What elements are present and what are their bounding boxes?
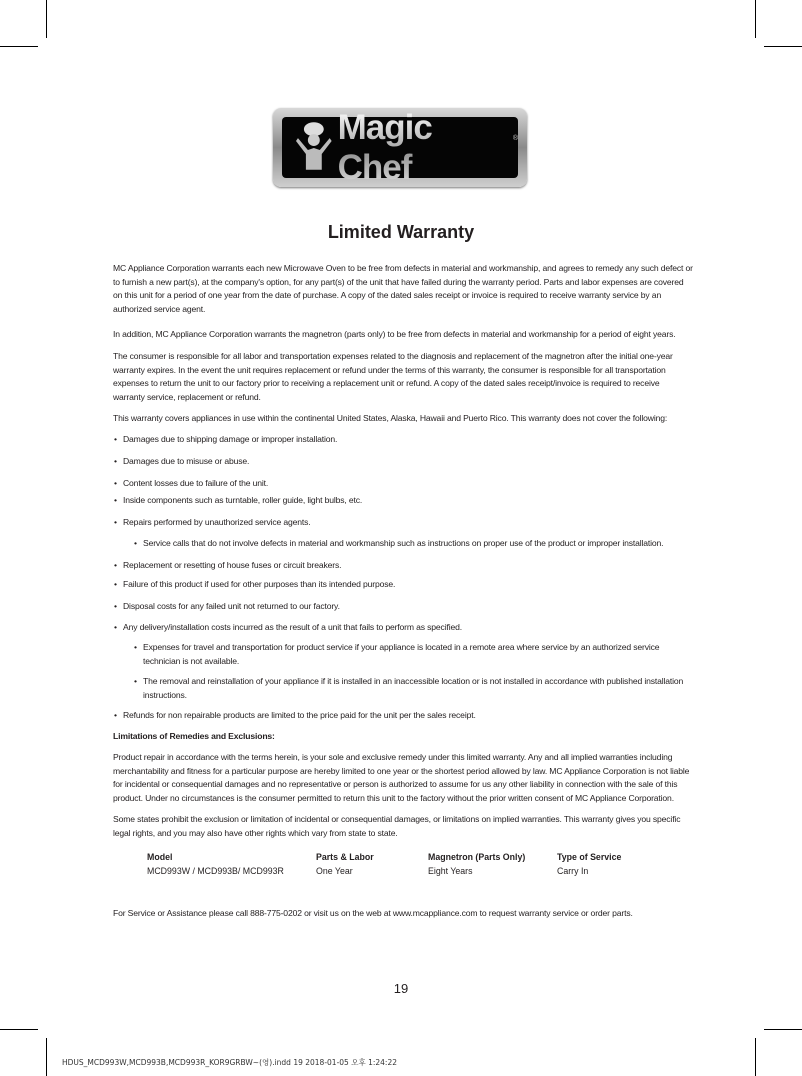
table-header-parts-labor: Parts & Labor	[316, 852, 374, 862]
list-item: • Failure of this product if used for other purposes than its intended purpose.	[114, 579, 396, 589]
list-item: • Repairs performed by unauthorized service agents.	[114, 517, 311, 527]
table-header-model: Model	[147, 852, 173, 862]
paragraph: In addition, MC Appliance Corporation warrants the magnetron (parts only) to be free from defects in material and workmanship for a period of eight years.	[113, 329, 676, 339]
list-item-text: Damages due to misuse or abuse.	[123, 456, 250, 466]
crop-mark	[0, 46, 38, 47]
sub-list-item: • Service calls that do not involve defects in material and workmanship such as instructions on proper use of the product or improper installation.	[134, 538, 664, 548]
table-header-service-type: Type of Service	[557, 852, 622, 862]
list-item: • Replacement or resetting of house fuses or circuit breakers.	[114, 560, 342, 570]
paragraph: Some states prohibit the exclusion or limitation of incidental or consequential damages, or limitations on implied warranties. This warranty gives you specific legal rights, and you may also have other rights which vary from state to state.	[113, 814, 681, 838]
list-item: • Any delivery/installation costs incurred as the result of a unit that fails to perform as specified.	[114, 622, 462, 632]
chef-mascot-icon	[294, 120, 334, 176]
list-item-text: Service calls that do not involve defects in material and workmanship such as instructions on proper use of the product or improper installation.	[143, 538, 664, 548]
list-item-text: Repairs performed by unauthorized service agents.	[123, 517, 311, 527]
table-cell-service-type: Carry In	[557, 866, 589, 876]
list-item-text: Refunds for non repairable products are limited to the price paid for the unit per the sales receipt.	[123, 710, 476, 720]
crop-mark	[0, 1029, 38, 1030]
page-number: 19	[393, 981, 409, 996]
list-item-text: Disposal costs for any failed unit not returned to our factory.	[123, 601, 340, 611]
list-item-text: Failure of this product if used for other purposes than its intended purpose.	[123, 579, 396, 589]
list-item-text: Replacement or resetting of house fuses or circuit breakers.	[123, 560, 342, 570]
paragraph: This warranty covers appliances in use within the continental United States, Alaska, Hawaii and Puerto Rico. This warranty does not cover the following:	[113, 413, 668, 423]
list-item-text: The removal and reinstallation of your appliance if it is installed in an inaccessible location or is not installed in accordance with published installation instructions.	[143, 676, 684, 700]
list-item: • Content losses due to failure of the unit.	[114, 478, 269, 488]
crop-mark	[764, 1029, 802, 1030]
registered-mark: ®	[512, 135, 518, 142]
list-item-text: Damages due to shipping damage or improper installation.	[123, 434, 338, 444]
paragraph: The consumer is responsible for all labor and transportation expenses related to the diagnosis and replacement of the magnetron after the initial one-year warranty expires. In the event the unit requires replacement or refund under the terms of this warranty, the consumer is responsible for all transportation expenses to return the unit to our factory prior to receiving a replacement unit or refund. A copy of the dated sales receipt/invoice is required to receive warranty service, replacement or refund.	[113, 351, 673, 402]
table-cell-magnetron: Eight Years	[428, 866, 473, 876]
magic-chef-logo	[273, 108, 527, 187]
list-item-text: Content losses due to failure of the unit.	[123, 478, 269, 488]
list-item: • Refunds for non repairable products are limited to the price paid for the unit per the sales receipt.	[114, 710, 476, 720]
crop-mark	[755, 0, 756, 38]
list-item-text: Expenses for travel and transportation for product service if your appliance is located in a remote area where service by an authorized service technician is not available.	[143, 642, 660, 666]
paragraph: Product repair in accordance with the terms herein, is your sole and exclusive remedy under this limited warranty. Any and all implied warranties including merchantability and fitness for a particular purpose are hereby limited to one year or the shortest period allowed by law. MC Appliance Corporation is not liable for incidental or consequential damages and no representative or person is authorized to assume for us any other liability in connection with the sale of this product. Under no circumstances is the consumer permitted to return this unit to the factory without the prior written consent of MC Appliance Corporation.	[113, 752, 690, 803]
list-item: • Inside components such as turntable, roller guide, light bulbs, etc.	[114, 495, 363, 505]
list-item-text: Any delivery/installation costs incurred as the result of a unit that fails to perform as specified.	[123, 622, 462, 632]
crop-mark	[46, 0, 47, 38]
table-cell-parts-labor: One Year	[316, 866, 353, 876]
crop-mark	[46, 1038, 47, 1076]
crop-mark	[764, 46, 802, 47]
limitations-heading: Limitations of Remedies and Exclusions:	[113, 731, 275, 741]
print-slug: HDUS_MCD993W,MCD993B,MCD993R_KOR9GRBW~(영).indd 19 2018-01-05 오후 1:24:22	[62, 1058, 398, 1067]
sub-list-item: • Expenses for travel and transportation for product service if your appliance is located in a remote area where service by an authorized service technician is not available.	[134, 642, 660, 666]
list-item: • Disposal costs for any failed unit not returned to our factory.	[114, 601, 340, 611]
page-title: Limited Warranty	[327, 222, 475, 242]
list-item: • Damages due to shipping damage or improper installation.	[114, 434, 338, 444]
sub-list-item: • The removal and reinstallation of your appliance if it is installed in an inaccessible location or is not installed in accordance with published installation instructions.	[134, 676, 684, 700]
crop-mark	[755, 1038, 756, 1076]
service-contact-note: For Service or Assistance please call 888-775-0202 or visit us on the web at www.mcappliance.com to request warranty service or order parts.	[113, 908, 633, 918]
list-item: • Damages due to misuse or abuse.	[114, 456, 250, 466]
logo-brand-text: Magic Chef	[338, 108, 513, 188]
table-header-magnetron: Magnetron (Parts Only)	[428, 852, 526, 862]
table-cell-model: MCD993W / MCD993B/ MCD993R	[147, 866, 284, 876]
list-item-text: Inside components such as turntable, roller guide, light bulbs, etc.	[123, 495, 363, 505]
paragraph: MC Appliance Corporation warrants each new Microwave Oven to be free from defects in material and workmanship, and agrees to remedy any such defect or to furnish a new part(s), at the company's option, for any part(s) of the unit that have failed during the warranty period. Parts and labor expenses are covered on this unit for a period of one year from the date of purchase. A copy of the dated sales receipt or invoice is required to receive warranty service by an authorized service agent.	[113, 263, 693, 314]
